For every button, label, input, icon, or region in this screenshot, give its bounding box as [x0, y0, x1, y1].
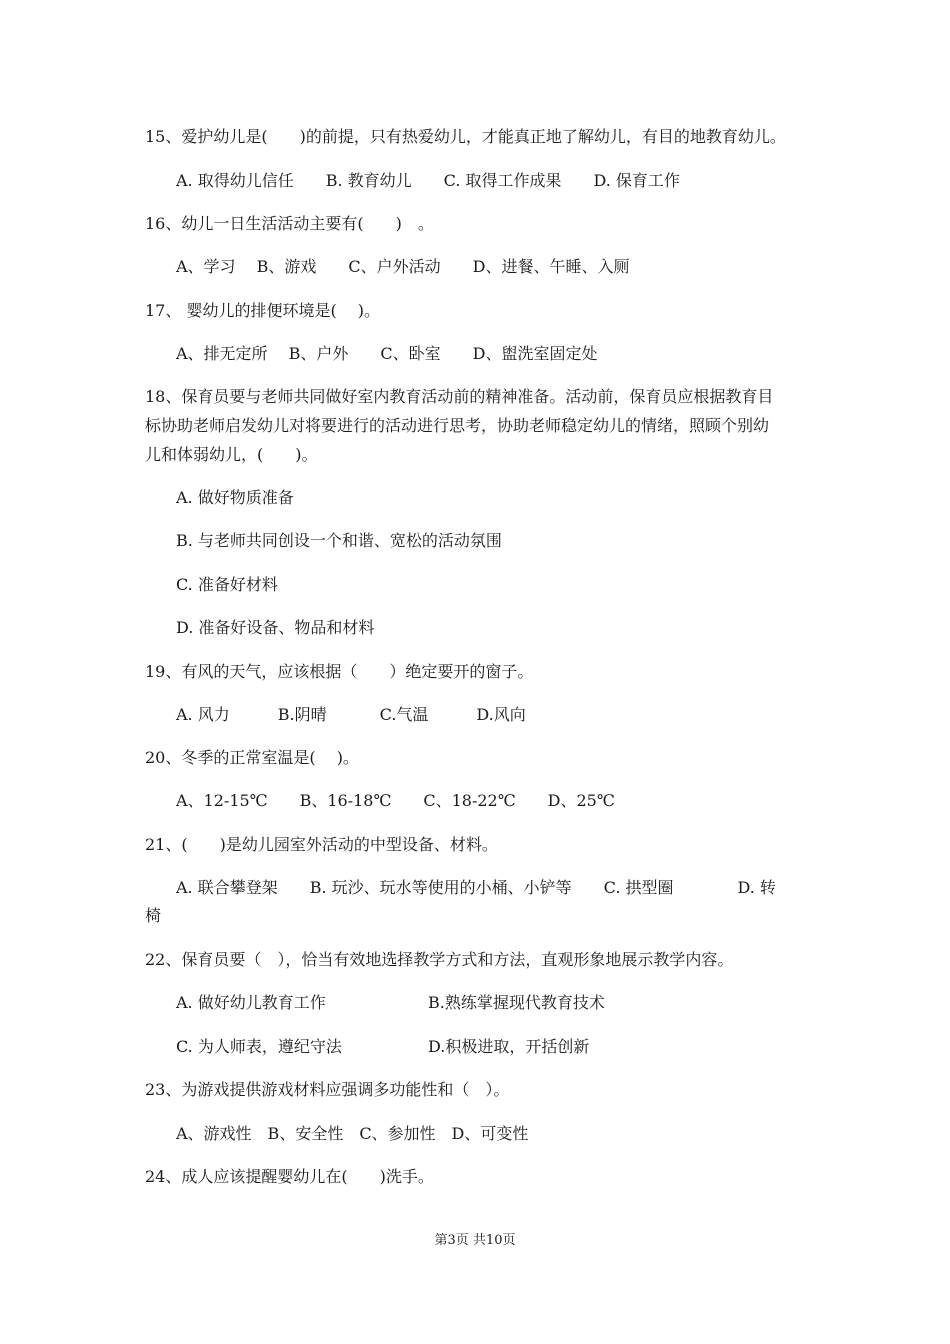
question-18-stem-line1: 18、保育员要与老师共同做好室内教育活动前的精神准备。活动前，保育员应根据教育目 [145, 387, 774, 406]
question-22-stem: 22、保育员要（ ），恰当有效地选择教学方式和方法，直观形象地展示教学内容。 [145, 950, 734, 969]
question-15-options: A. 取得幼儿信任 B. 教育幼儿 C. 取得工作成果 D. 保育工作 [176, 171, 680, 190]
question-21-stem: 21、( )是幼儿园室外活动的中型设备、材料。 [145, 835, 498, 854]
question-18-option-d: D. 准备好设备、物品和材料 [176, 618, 375, 637]
question-18-stem-line3: 儿和体弱幼儿，( )。 [145, 445, 318, 464]
question-23-stem: 23、为游戏提供游戏材料应强调多功能性和（ ）。 [145, 1080, 510, 1099]
question-21-options-line2: 椅 [145, 906, 162, 925]
question-18-option-b: B. 与老师共同创设一个和谐、宽松的活动氛围 [176, 531, 502, 550]
question-19-stem: 19、有风的天气，应该根据（ ）绝定要开的窗子。 [145, 662, 534, 681]
page-number-footer: 第3页 共10页 [434, 1233, 516, 1248]
question-20-options: A、12-15℃ B、16-18℃ C、18-22℃ D、25℃ [176, 791, 615, 810]
question-15-stem: 15、爱护幼儿是( )的前提，只有热爱幼儿，才能真正地了解幼儿，有目的地教育幼儿。 [145, 127, 786, 146]
question-16-options: A、学习 B、游戏 C、户外活动 D、进餐、午睡、入厕 [176, 257, 630, 276]
question-18-option-a: A. 做好物质准备 [176, 488, 294, 507]
question-23-options: A、游戏性 B、安全性 C、参加性 D、可变性 [176, 1124, 529, 1143]
question-22-option-d: D.积极进取，开括创新 [428, 1037, 590, 1056]
question-22-option-b: B.熟练掌握现代教育技术 [428, 993, 605, 1012]
question-24-stem: 24、成人应该提醒婴幼儿在( )洗手。 [145, 1167, 434, 1186]
question-19-options: A. 风力 B.阴晴 C.气温 D.风向 [176, 705, 526, 724]
question-18-option-c: C. 准备好材料 [176, 575, 278, 594]
question-17-options: A、排无定所 B、户外 C、卧室 D、盥洗室固定处 [176, 344, 598, 363]
question-22-option-a: A. 做好幼儿教育工作 [176, 993, 326, 1012]
question-20-stem: 20、冬季的正常室温是( )。 [145, 748, 359, 767]
question-17-stem: 17、 婴幼儿的排便环境是( )。 [145, 301, 381, 320]
question-18-stem-line2: 标协助老师启发幼儿对将要进行的活动进行思考，协助老师稳定幼儿的情绪，照顾个别幼 [145, 416, 770, 435]
question-21-options-line1: A. 联合攀登架 B. 玩沙、玩水等使用的小桶、小铲等 C. 拱型圈 D. 转 [176, 878, 776, 897]
question-22-option-c: C. 为人师表，遵纪守法 [176, 1037, 342, 1056]
question-16-stem: 16、幼儿一日生活活动主要有( ) 。 [145, 214, 434, 233]
